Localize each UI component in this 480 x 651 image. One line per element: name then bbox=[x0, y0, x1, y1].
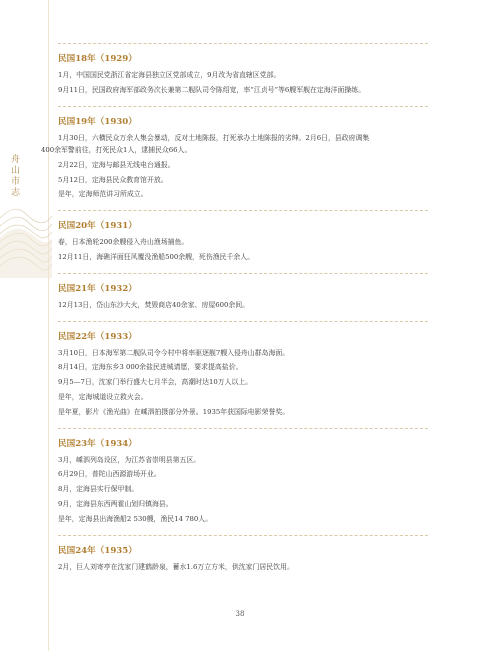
chronicle-entry: 12月13日，岱山东沙大火，焚毁商店40余家、房屋600余间。 bbox=[58, 300, 250, 309]
section-gap bbox=[58, 314, 428, 321]
chronicle-entry: 8月，定海县实行保甲制。 bbox=[58, 485, 139, 494]
chronicle-entry: 是年，定海城道设立救火会。 bbox=[58, 392, 148, 401]
section-gap bbox=[58, 421, 428, 428]
chronicle-entry: 2月，巨人刘寄亭在沈家门建鹤龄泉，蓄水1.6万立方米，供沈家门居民饮用。 bbox=[58, 562, 294, 571]
section-gap bbox=[58, 99, 428, 106]
section-divider bbox=[58, 210, 428, 211]
year-heading: 民国23年（1934） bbox=[58, 438, 137, 449]
year-heading: 民国21年（1932） bbox=[58, 283, 137, 294]
side-title: 舟山市志 bbox=[9, 154, 19, 198]
margin-rule bbox=[48, 0, 49, 651]
chronicle-entry bbox=[41, 132, 428, 157]
section-divider bbox=[58, 321, 428, 322]
chronicle-entry: 9月11日，民国政府海军部政务次长兼第二舰队司令陈绍宽，率“江贞号”等6艘军舰在定海洋面操练。 bbox=[58, 85, 366, 94]
chronicle-entry: 8月14日，定海东乡3 000余盐民进城请愿，要求提高盐价。 bbox=[58, 363, 243, 372]
year-section bbox=[41, 99, 428, 201]
section-divider bbox=[58, 428, 428, 429]
chronicle-entry: 9月，定海县东西两霍山划归镇海县。 bbox=[58, 499, 173, 508]
year-section bbox=[58, 314, 428, 419]
entry-line-continued: 400余军警前往，打死民众1人，逮捕民众66人。 bbox=[41, 146, 192, 154]
year-heading: 民国19年（1930） bbox=[58, 116, 137, 127]
year-heading: 民国20年（1931） bbox=[58, 221, 137, 232]
chronicle-entry: 9月5—7日，沈家门举行盛大七月半会，高潮时达10万人以上。 bbox=[58, 378, 253, 387]
section-divider bbox=[58, 273, 428, 274]
chronicle-entry: 2月22日，定海与邮县无线电台通报。 bbox=[58, 160, 175, 169]
entry-line: 1月30日，六横民众万余人集会暴动，反对土地陈报，打死承办土地陈报的劣绅。2月6日，县政府调集 bbox=[58, 133, 370, 142]
section-gap bbox=[58, 266, 428, 273]
chronicle-entry: 是年，定海县出海渔船2 530艘，渔民14 780人。 bbox=[58, 514, 213, 523]
year-heading: 民国18年（1929） bbox=[58, 54, 137, 64]
section-gap bbox=[58, 528, 428, 535]
chronicle-entry: 1月，中国国民党浙江省定海县独立区党部成立，9月改为省直辖区党部。 bbox=[58, 71, 281, 79]
chronicle-entry: 春，日本渔轮200余艘侵入舟山渔场捕鱼。 bbox=[58, 238, 189, 247]
section-gap bbox=[58, 203, 428, 210]
chronicle-entry: 6月29日，普陀山西源游场开业。 bbox=[58, 470, 161, 479]
year-section bbox=[58, 43, 428, 96]
year-heading: 民国24年（1935） bbox=[58, 545, 137, 556]
page-number: 38 bbox=[235, 610, 245, 618]
section-divider bbox=[58, 535, 428, 536]
chronicle-entry: 3月，嵊泗列岛设区，为江苏省崇明县第五区。 bbox=[58, 455, 201, 464]
year-section bbox=[58, 266, 428, 311]
section-divider bbox=[58, 106, 428, 107]
year-section bbox=[58, 203, 428, 263]
chronicle-entry: 3月10日，日本海军第二舰队司令今村中将率驱逐舰7艘入侵舟山群岛海面。 bbox=[58, 348, 290, 357]
year-section bbox=[58, 421, 428, 526]
chronicle-entry: 12月11日，海礁洋面狂风覆没渔船500余艘，死伤渔民千余人。 bbox=[58, 252, 255, 261]
year-section bbox=[58, 528, 428, 573]
chronicle-entry: 是年夏，影片《渔光曲》在嵊泗拍摄部分外景。1935年获国际电影荣誉奖。 bbox=[58, 407, 290, 416]
mountain-decoration bbox=[0, 178, 52, 278]
chronicle-entry: 是年，定海师范讲习所成立。 bbox=[58, 190, 148, 199]
chronicle-content bbox=[41, 43, 428, 575]
year-heading: 民国22年（1933） bbox=[58, 331, 137, 342]
section-divider bbox=[58, 43, 428, 44]
chronicle-entry: 5月12日，定海县民众教育馆开放。 bbox=[58, 175, 168, 184]
